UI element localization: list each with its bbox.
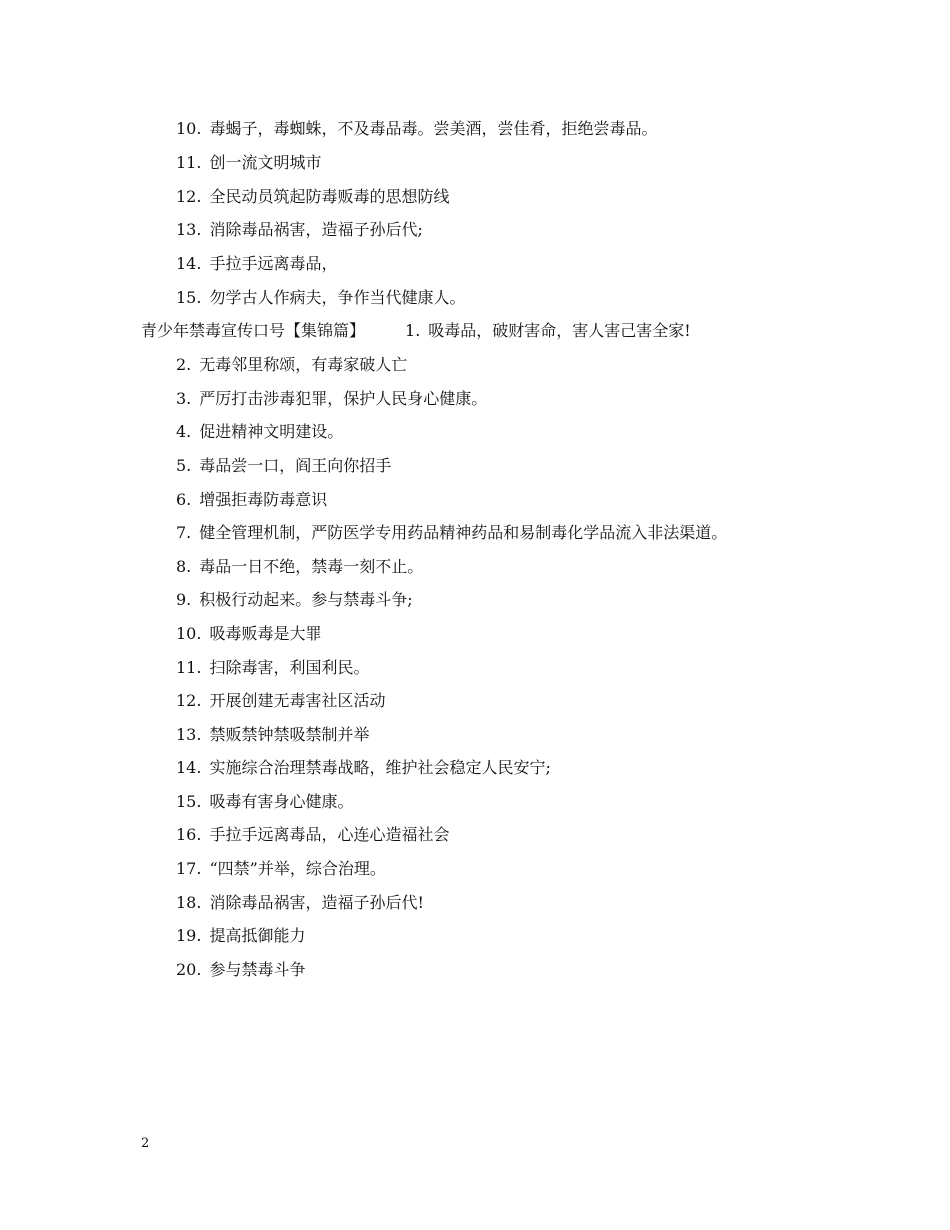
item-text: 手拉手远离毒品， bbox=[209, 254, 338, 273]
item-text: 参与禁毒斗争 bbox=[209, 960, 306, 979]
list-item bbox=[176, 724, 369, 746]
item-text: 积极行动起来。参与禁毒斗争; bbox=[199, 590, 413, 609]
item-number: 5. bbox=[176, 456, 192, 475]
list-item bbox=[176, 186, 449, 208]
item-text: 开展创建无毒害社区活动 bbox=[209, 691, 386, 710]
item-number: 2. bbox=[176, 355, 192, 374]
item-number: 3. bbox=[176, 389, 192, 408]
list-item bbox=[176, 522, 727, 544]
item-text: 毒蝎子，毒蜘蛛，不及毒品毒。尝美酒，尝佳肴，拒绝尝毒品。 bbox=[209, 119, 658, 138]
item-text: 手拉手远离毒品，心连心造福社会 bbox=[209, 825, 450, 844]
list-item bbox=[176, 388, 487, 410]
item-number: 6. bbox=[176, 490, 192, 509]
item-number: 16. bbox=[176, 825, 202, 844]
list-item bbox=[176, 489, 327, 511]
item-number: 13. bbox=[176, 220, 202, 239]
item-number: 10. bbox=[176, 119, 202, 138]
item-number: 11. bbox=[176, 153, 202, 172]
list-item bbox=[176, 925, 305, 947]
item-text: 增强拒毒防毒意识 bbox=[199, 490, 328, 509]
list-item bbox=[176, 354, 407, 376]
list-item bbox=[176, 757, 551, 779]
item-number: 20. bbox=[176, 960, 202, 979]
page-number: 2 bbox=[141, 1136, 150, 1151]
list-item bbox=[176, 657, 369, 679]
item-number: 7. bbox=[176, 523, 192, 542]
list-item bbox=[176, 892, 424, 914]
item-number: 12. bbox=[176, 187, 202, 206]
item-number: 17. bbox=[176, 859, 202, 878]
item-number: 8. bbox=[176, 557, 192, 576]
item-text: 全民动员筑起防毒贩毒的思想防线 bbox=[209, 187, 450, 206]
item-text: “四禁”并举，综合治理。 bbox=[209, 859, 386, 878]
item-number: 14. bbox=[176, 758, 202, 777]
section-title: 青少年禁毒宣传口号【集锦篇】 bbox=[141, 321, 366, 340]
list-item bbox=[176, 219, 423, 241]
item-number: 13. bbox=[176, 725, 202, 744]
list-item bbox=[176, 858, 386, 880]
item-text: 促进精神文明建设。 bbox=[199, 422, 344, 441]
list-item bbox=[176, 690, 385, 712]
list-item bbox=[176, 152, 321, 174]
item-text: 实施综合治理禁毒战略，维护社会稳定人民安宁; bbox=[209, 758, 551, 777]
item-number: 19. bbox=[176, 926, 202, 945]
item-number: 9. bbox=[176, 590, 192, 609]
item-number: 18. bbox=[176, 893, 202, 912]
item-text: 禁贩禁钟禁吸禁制并举 bbox=[209, 725, 370, 744]
item-number: 4. bbox=[176, 422, 192, 441]
item-text: 毒品尝一口，阎王向你招手 bbox=[199, 456, 392, 475]
item-number: 14. bbox=[176, 254, 202, 273]
item-text: 勿学古人作病夫，争作当代健康人。 bbox=[209, 288, 466, 307]
list-item bbox=[176, 287, 465, 309]
item-text: 扫除毒害，利国利民。 bbox=[209, 658, 370, 677]
item-text: 吸毒贩毒是大罪 bbox=[209, 624, 322, 643]
item-text: 提高抵御能力 bbox=[209, 926, 306, 945]
list-item bbox=[176, 556, 423, 578]
item-number: 11. bbox=[176, 658, 202, 677]
list-item bbox=[176, 824, 449, 846]
list-item bbox=[176, 421, 343, 443]
item-text: 消除毒品祸害，造福子孙后代; bbox=[209, 220, 423, 239]
item-text: 吸毒有害身心健康。 bbox=[209, 792, 354, 811]
item-text: 吸毒品，破财害命，害人害己害全家! bbox=[428, 321, 691, 340]
item-text: 无毒邻里称颂，有毒家破人亡 bbox=[199, 355, 408, 374]
item-number: 12. bbox=[176, 691, 202, 710]
list-item bbox=[176, 623, 321, 645]
item-number: 15. bbox=[176, 792, 202, 811]
section-heading-line bbox=[141, 320, 691, 342]
item-text: 严厉打击涉毒犯罪，保护人民身心健康。 bbox=[199, 389, 488, 408]
item-number: 15. bbox=[176, 288, 202, 307]
list-item bbox=[176, 791, 353, 813]
item-text: 消除毒品祸害，造福子孙后代! bbox=[209, 893, 424, 912]
item-text: 健全管理机制，严防医学专用药品精神药品和易制毒化学品流入非法渠道。 bbox=[199, 523, 728, 542]
list-item bbox=[176, 589, 413, 611]
list-item bbox=[176, 455, 391, 477]
list-item bbox=[176, 118, 657, 140]
item-text: 毒品一日不绝，禁毒一刻不止。 bbox=[199, 557, 424, 576]
item-number: 1. bbox=[405, 321, 421, 340]
list-item bbox=[176, 959, 305, 981]
item-number: 10. bbox=[176, 624, 202, 643]
list-item bbox=[176, 253, 337, 275]
item-text: 创一流文明城市 bbox=[209, 153, 322, 172]
